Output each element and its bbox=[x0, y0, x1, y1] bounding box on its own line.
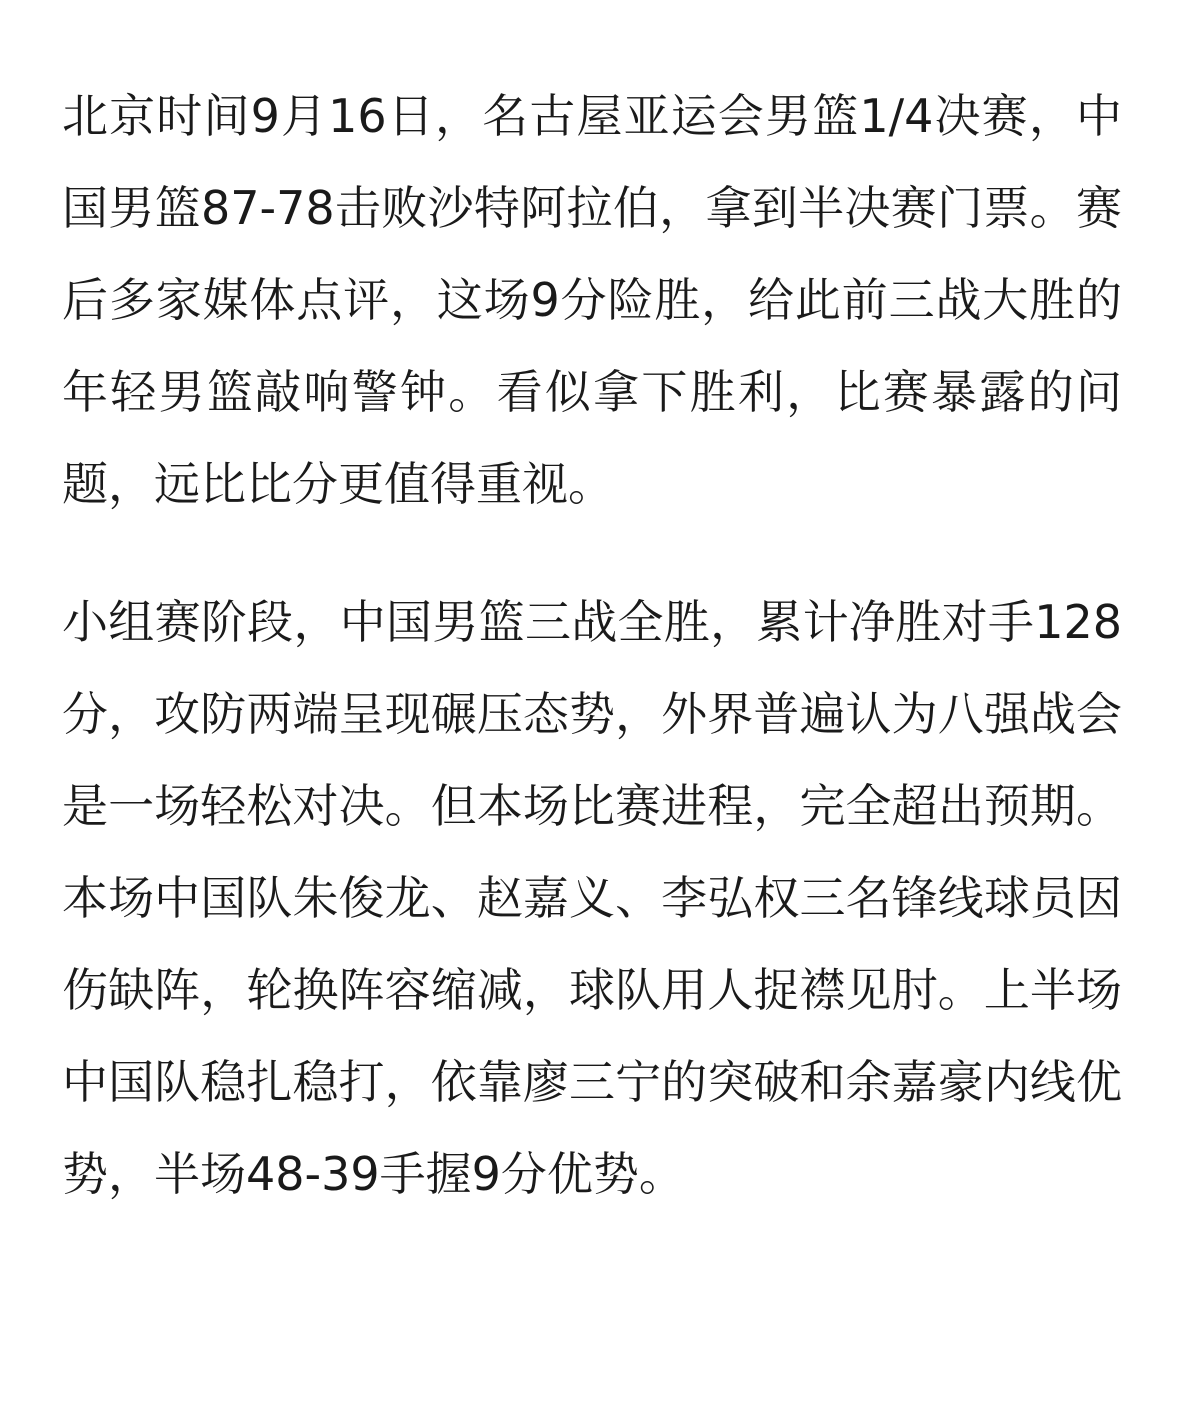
article-body bbox=[62, 70, 1122, 1220]
article-paragraph-2: 小组赛阶段，中国男篮三战全胜，累计净胜对手128分，攻防两端呈现碾压态势，外界普遍认为八强战会是一场轻松对决。但本场比赛进程，完全超出预期。本场中国队朱俊龙、赵嘉义、李弘权三名锋线球员因伤缺阵，轮换阵容缩减，球队用人捉襟见肘。上半场中国队稳扎稳打，依靠廖三宁的突破和余嘉豪内线优势，半场48-39手握9分优势。 bbox=[62, 595, 1122, 1201]
article-paragraph-1: 北京时间9月16日，名古屋亚运会男篮1/4决赛，中国男篮87-78击败沙特阿拉伯，拿到半决赛门票。赛后多家媒体点评，这场9分险胜，给此前三战大胜的年轻男篮敲响警钟。看似拿下胜利，比赛暴露的问题，远比比分更值得重视。 bbox=[62, 89, 1122, 511]
